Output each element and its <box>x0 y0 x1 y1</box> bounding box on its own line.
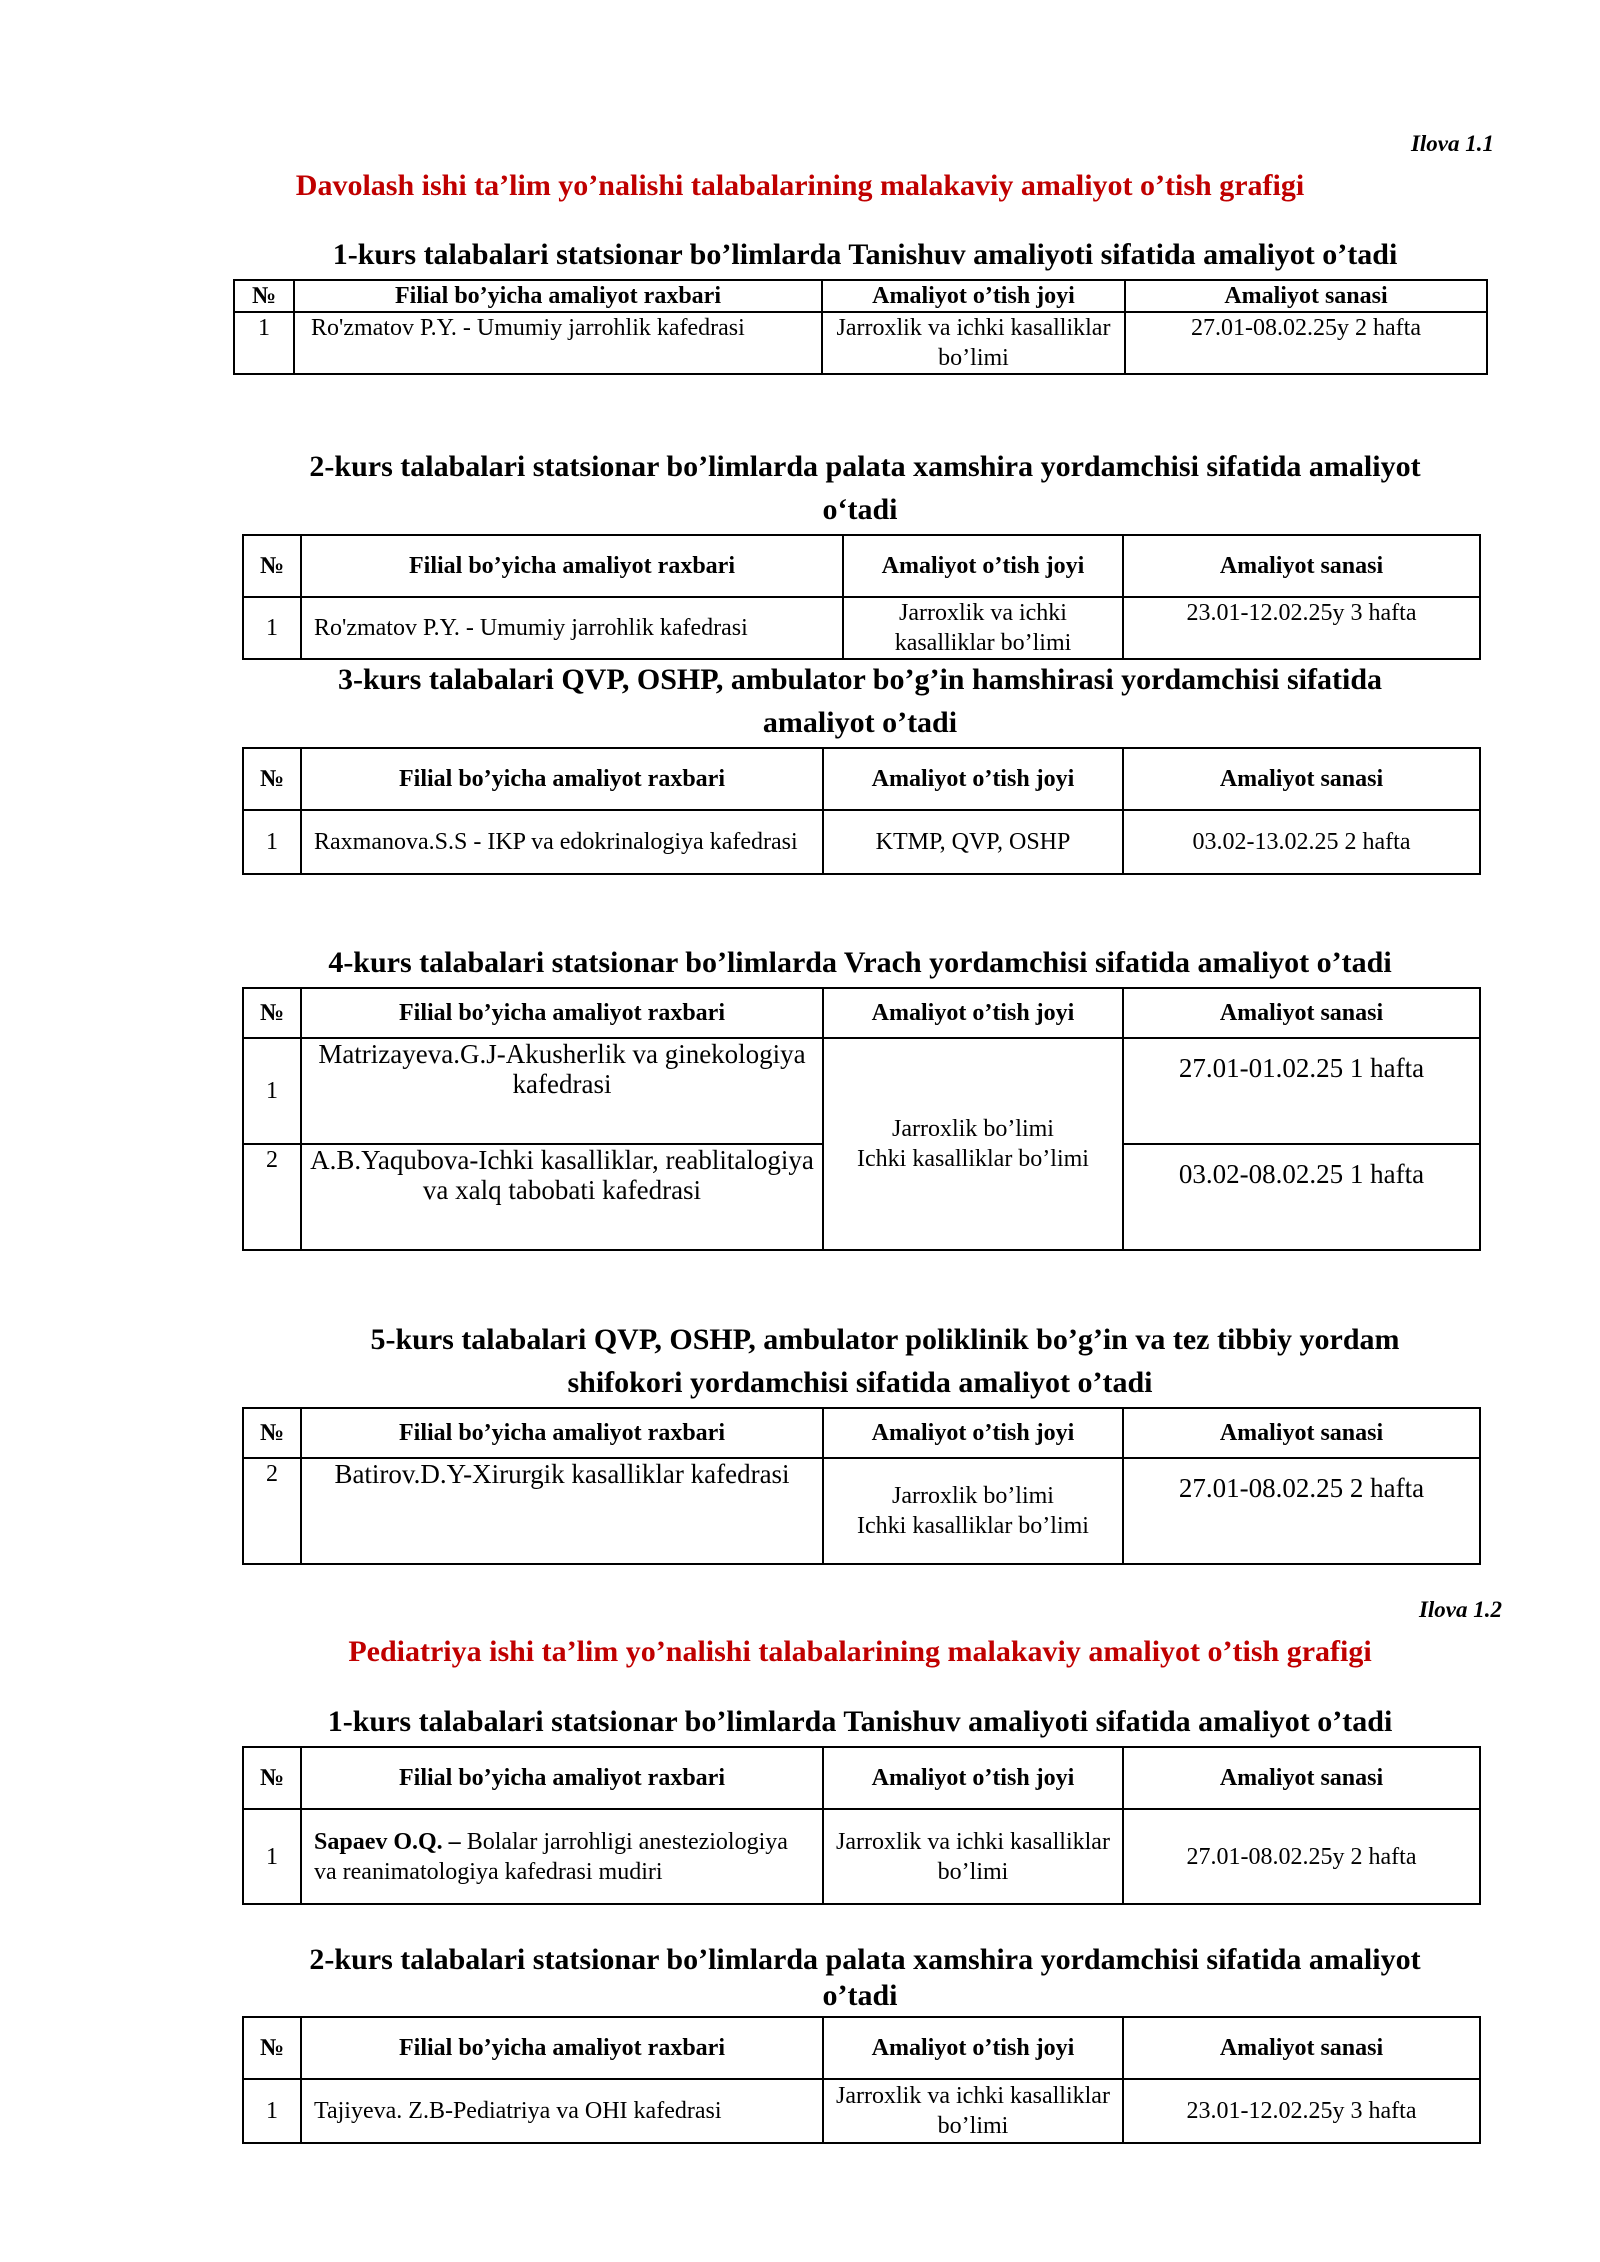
table-row <box>243 2079 1480 2143</box>
row-place <box>823 1458 1123 1564</box>
schedule-table <box>242 1407 1481 1565</box>
table-header-row <box>243 988 1480 1038</box>
header-number: № <box>243 1747 301 1809</box>
header-leader: Filial bo’yicha amaliyot raxbari <box>301 748 823 810</box>
schedule-table <box>242 2016 1481 2144</box>
section-heading-line2: o’tadi <box>822 1979 898 2012</box>
header-date: Amaliyot sanasi <box>1123 1747 1480 1809</box>
header-number: № <box>243 1408 301 1458</box>
header-number: № <box>243 748 301 810</box>
schedule-title: Pediatriya ishi ta’lim yo’nalishi talabalarining malakaviy amaliyot o’tish grafigi <box>348 1635 1372 1668</box>
section-heading: 1-kurs talabalari statsionar bo’limlarda Tanishuv amaliyoti sifatida amaliyot o’tadi <box>332 238 1398 271</box>
row-leader: Tajiyeva. Z.B-Pediatriya va OHI kafedrasi <box>301 2079 823 2143</box>
header-place: Amaliyot o’tish joyi <box>823 2017 1123 2079</box>
section-heading-line2: amaliyot o’tadi <box>762 706 958 739</box>
header-date: Amaliyot sanasi <box>1123 748 1480 810</box>
table-row <box>243 1458 1480 1564</box>
row-number: 1 <box>243 1038 301 1144</box>
row-number: 1 <box>243 810 301 874</box>
schedule-table <box>242 534 1481 660</box>
section-heading-line1: 2-kurs talabalari statsionar bo’limlarda palata xamshira yordamchisi sifatida amaliyot <box>309 450 1421 483</box>
table-header-row <box>243 748 1480 810</box>
schedule-table <box>242 1746 1481 1905</box>
table-row <box>243 810 1480 874</box>
row-date: 27.01-01.02.25 1 hafta <box>1123 1038 1480 1144</box>
schedule-table <box>242 747 1481 875</box>
row-date: 23.01-12.02.25y 3 hafta <box>1123 597 1480 659</box>
row-number: 2 <box>243 1144 301 1250</box>
header-leader: Filial bo’yicha amaliyot raxbari <box>294 280 822 312</box>
table-header-row <box>243 1747 1480 1809</box>
row-date: 27.01-08.02.25y 2 hafta <box>1125 312 1487 374</box>
header-number: № <box>234 280 294 312</box>
row-number: 1 <box>243 597 301 659</box>
table-row <box>243 597 1480 659</box>
place-line: Jarroxlik bo’limi <box>892 1483 1054 1509</box>
header-place: Amaliyot o’tish joyi <box>822 280 1125 312</box>
row-date: 03.02-08.02.25 1 hafta <box>1123 1144 1480 1250</box>
row-leader: Batirov.D.Y-Xirurgik kasalliklar kafedrasi <box>301 1458 823 1564</box>
section-heading-line1: 5-kurs talabalari QVP, OSHP, ambulator poliklinik bo’g’in va tez tibbiy yordam <box>370 1323 1400 1356</box>
place-line: Ichki kasalliklar bo’limi <box>857 1513 1089 1539</box>
header-date: Amaliyot sanasi <box>1123 1408 1480 1458</box>
row-date: 03.02-13.02.25 2 hafta <box>1123 810 1480 874</box>
row-date: 23.01-12.02.25y 3 hafta <box>1123 2079 1480 2143</box>
appendix-label: Ilova 1.1 <box>1410 131 1494 156</box>
row-number: 1 <box>243 2079 301 2143</box>
appendix-label: Ilova 1.2 <box>1418 1597 1502 1622</box>
section-heading-line2: shifokori yordamchisi sifatida amaliyot o’tadi <box>567 1366 1153 1399</box>
section-heading: 1-kurs talabalari statsionar bo’limlarda Tanishuv amaliyoti sifatida amaliyot o’tadi <box>327 1705 1393 1738</box>
header-date: Amaliyot sanasi <box>1125 280 1487 312</box>
header-place: Amaliyot o’tish joyi <box>823 1747 1123 1809</box>
header-number: № <box>243 988 301 1038</box>
header-place: Amaliyot o’tish joyi <box>823 1408 1123 1458</box>
schedule-table <box>233 279 1488 375</box>
header-leader: Filial bo’yicha amaliyot raxbari <box>301 1747 823 1809</box>
place-line: Jarroxlik bo’limi <box>892 1116 1054 1142</box>
header-date: Amaliyot sanasi <box>1123 2017 1480 2079</box>
table-row <box>243 1038 1480 1144</box>
table-header-row <box>243 1408 1480 1458</box>
place-line: Ichki kasalliklar bo’limi <box>857 1146 1089 1172</box>
header-leader: Filial bo’yicha amaliyot raxbari <box>301 988 823 1038</box>
row-date: 27.01-08.02.25y 2 hafta <box>1123 1809 1480 1904</box>
table-header-row <box>243 535 1480 597</box>
section-heading-line2: o‘tadi <box>822 493 898 526</box>
header-place: Amaliyot o’tish joyi <box>843 535 1123 597</box>
header-place: Amaliyot o’tish joyi <box>823 748 1123 810</box>
row-number: 1 <box>234 312 294 374</box>
header-place: Amaliyot o’tish joyi <box>823 988 1123 1038</box>
section-heading: 4-kurs talabalari statsionar bo’limlarda Vrach yordamchisi sifatida amaliyot o’tadi <box>328 946 1392 979</box>
row-leader: A.B.Yaqubova-Ichki kasalliklar, reablitalogiya va xalq tabobati kafedrasi <box>301 1144 823 1250</box>
row-place: KTMP, QVP, OSHP <box>823 810 1123 874</box>
table-header-row <box>234 280 1487 312</box>
section-heading-line1: 2-kurs talabalari statsionar bo’limlarda palata xamshira yordamchisi sifatida amaliyot <box>309 1943 1421 1976</box>
header-date: Amaliyot sanasi <box>1123 988 1480 1038</box>
row-leader <box>301 1809 823 1904</box>
section-heading-line1: 3-kurs talabalari QVP, OSHP, ambulator bo’g’in hamshirasi yordamchisi sifatida <box>337 663 1383 696</box>
leader-position: Bolalar jarrohligi anesteziologiya va reanimatologiya kafedrasi mudiri <box>314 1828 788 1885</box>
leader-name: Sapaev O.Q. – <box>314 1828 461 1855</box>
table-row <box>234 312 1487 374</box>
header-leader: Filial bo’yicha amaliyot raxbari <box>301 1408 823 1458</box>
table-header-row <box>243 2017 1480 2079</box>
header-leader: Filial bo’yicha amaliyot raxbari <box>301 2017 823 2079</box>
header-date: Amaliyot sanasi <box>1123 535 1480 597</box>
schedule-table <box>242 987 1481 1251</box>
table-row <box>243 1809 1480 1904</box>
row-leader: Ro'zmatov P.Y. - Umumiy jarrohlik kafedrasi <box>294 312 822 374</box>
header-leader: Filial bo’yicha amaliyot raxbari <box>301 535 843 597</box>
row-place <box>823 1038 1123 1250</box>
row-place: Jarroxlik va ichki kasalliklar bo’limi <box>843 597 1123 659</box>
row-leader: Ro'zmatov P.Y. - Umumiy jarrohlik kafedrasi <box>301 597 843 659</box>
row-leader: Matrizayeva.G.J-Akusherlik va ginekologiya kafedrasi <box>301 1038 823 1144</box>
row-place: Jarroxlik va ichki kasalliklar bo’limi <box>823 1809 1123 1904</box>
row-place: Jarroxlik va ichki kasalliklar bo’limi <box>823 2079 1123 2143</box>
header-number: № <box>243 535 301 597</box>
row-leader: Raxmanova.S.S - IKP va edokrinalogiya kafedrasi <box>301 810 823 874</box>
header-number: № <box>243 2017 301 2079</box>
schedule-title: Davolash ishi ta’lim yo’nalishi talabalarining malakaviy amaliyot o’tish grafigi <box>295 169 1305 202</box>
row-number: 2 <box>243 1458 301 1564</box>
row-date: 27.01-08.02.25 2 hafta <box>1123 1458 1480 1564</box>
row-number: 1 <box>243 1809 301 1904</box>
row-place: Jarroxlik va ichki kasalliklar bo’limi <box>822 312 1125 374</box>
